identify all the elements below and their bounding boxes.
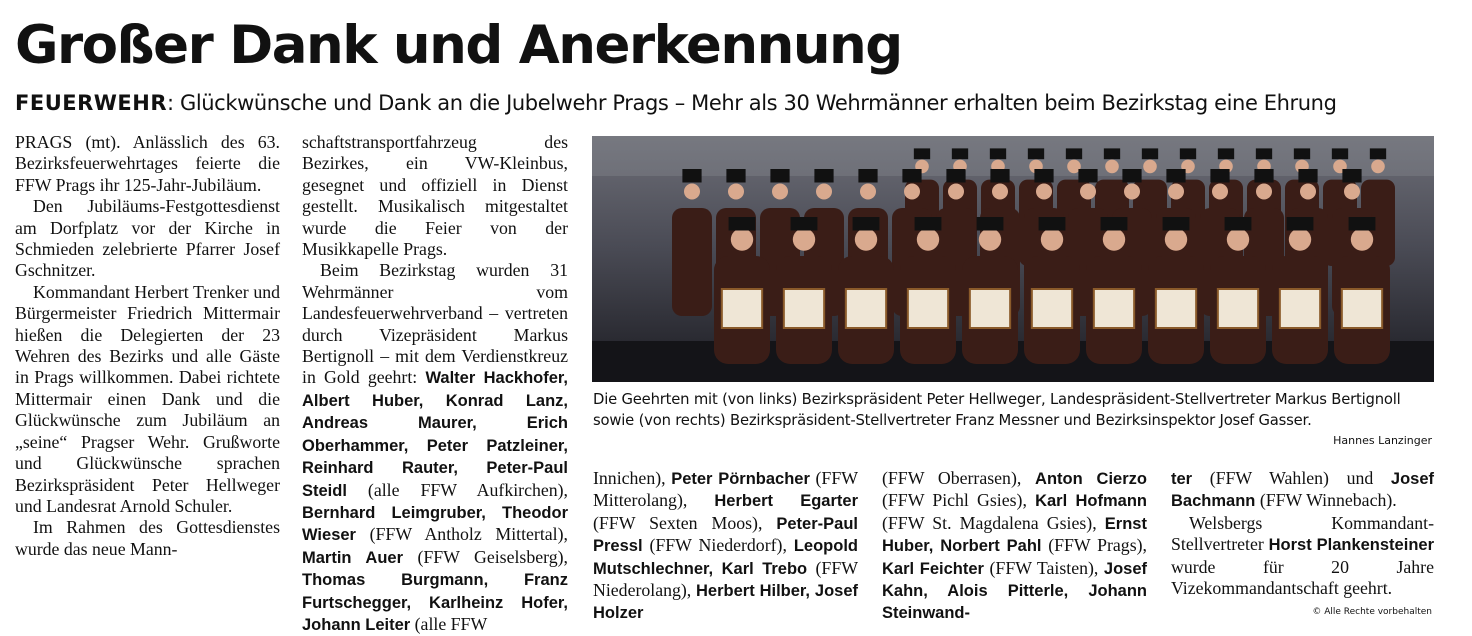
brigade-text: (FFW Wahlen) und	[1209, 468, 1374, 488]
honoree-names: Herbert Hilber, Josef Holzer	[593, 582, 858, 623]
honoree-names: Josef Bachmann	[1171, 470, 1434, 511]
paragraph: PRAGS (mt). Anlässlich des 63. Bezirksfeuerwehrtages feierte die FFW Prags ihr 125-Jahr-Jubiläum.	[15, 132, 280, 195]
honoree-names: ter	[1171, 470, 1193, 488]
honoree-names: Peter Pörnbacher	[671, 470, 810, 488]
paragraph-text: wurde für 20 Jahre Vizekommandantschaft geehrt.	[1171, 556, 1434, 599]
paragraph	[1171, 513, 1434, 600]
brigade-text: Innichen),	[593, 468, 666, 488]
brigade-text: (FFW Antholz Mittertal),	[369, 524, 568, 545]
subheadline	[15, 88, 1337, 118]
subhead-kicker: FEUERWEHR	[15, 91, 168, 115]
brigade-text: (FFW St. Magdalena Gsies),	[882, 512, 1097, 533]
honoree-names: Walter Hackhofer, Albert Huber, Konrad Lanz, Andreas Maurer, Erich Oberhammer, Peter Patzleiner, Reinhard Rauter, Peter-Paul Steidl	[302, 369, 568, 500]
brigade-text: (FFW Mitterolang),	[593, 468, 858, 511]
brigade-text: (FFW Pichl Gsies),	[882, 490, 1027, 511]
honoree-names: Karl Feichter	[882, 559, 984, 578]
honoree-names: Karl Hofmann	[1035, 492, 1147, 511]
paragraph	[882, 468, 1147, 625]
paragraph: Im Rahmen des Gottesdienstes wurde das neue Mann-	[15, 517, 280, 559]
honoree-names: Bernhard Leimgruber, Theodor Wieser	[302, 503, 568, 545]
article-column-3	[593, 468, 858, 625]
honoree-names: Horst Plankensteiner	[1268, 536, 1434, 555]
paragraph: Kommandant Herbert Trenker und Bürgermeister Friedrich Mittermair hießen die Delegierten der 23 Wehren des Bezirks und alle Gäste in Prags willkommen. Dabei richtete Mittermair einen Dank und die Glückwünsche zum Jubiläum an „seine“ Pragser Wehr. Grußworte und Glückwünsche sprachen Bezirkspräsident Peter Hellweger und Landesrat Arnold Schuler.	[15, 281, 280, 516]
paragraph-text: Welsbergs Kommandant-Stellvertreter	[1171, 512, 1434, 555]
honoree-names: Leopold Mutschlechner, Karl Trebo	[593, 537, 858, 578]
subhead-text: : Glückwünsche und Dank an die Jubelwehr Prags – Mehr als 30 Wehrmänner erhalten beim Bezirkstag eine Ehrung	[167, 91, 1337, 115]
group-photo	[592, 136, 1434, 382]
paragraph	[1171, 468, 1434, 513]
brigade-text: (FFW Prags),	[1048, 535, 1147, 556]
brigade-text: (FFW Niederolang),	[593, 557, 858, 601]
group-photo-image	[592, 136, 1434, 382]
article-column-4	[882, 468, 1147, 625]
paragraph	[302, 260, 568, 636]
honoree-names: Ernst Huber, Norbert Pahl	[882, 514, 1147, 556]
photo-credit: Hannes Lanzinger	[1333, 434, 1432, 447]
article-column-2	[302, 132, 568, 636]
honoree-names: Thomas Burgmann, Franz Furtschegger, Karlheinz Hofer, Johann Leiter	[302, 571, 568, 634]
brigade-text: (FFW Sexten Moos),	[593, 512, 763, 533]
honoree-names: Herbert Egarter	[714, 492, 858, 511]
copyright-notice: © Alle Rechte vorbehalten	[1312, 607, 1432, 617]
headline: Großer Dank und Anerkennung	[15, 15, 902, 76]
brigade-text: (FFW Niederdorf),	[649, 535, 787, 556]
brigade-text: (alle FFW	[414, 613, 488, 634]
honoree-names: Peter-Paul Pressl	[593, 514, 858, 556]
paragraph: schaftstransportfahrzeug des Bezirkes, ein VW-Kleinbus, gesegnet und offiziell in Dienst gestellt. Musikalisch mitgestaltet wurde die Feier von der Musikkapelle Prags.	[302, 132, 568, 260]
paragraph-text: Beim Bezirkstag wurden 31 Wehrmänner vom Landesfeuerwehrverband – vertreten durch Vizepräsident Markus Bertignoll – mit dem Verdienstkreuz in Gold geehrt:	[302, 260, 568, 388]
honoree-names: Martin Auer	[302, 548, 404, 567]
brigade-text: (FFW Geiselsberg),	[417, 546, 568, 567]
paragraph	[593, 468, 858, 625]
brigade-text: (FFW Taisten),	[989, 557, 1099, 578]
article-column-5	[1171, 468, 1434, 599]
article-column-1	[15, 132, 280, 560]
brigade-text: (alle FFW Aufkirchen),	[367, 479, 568, 500]
paragraph: Den Jubiläums-Festgottesdienst am Dorfplatz vor der Kirche in Schmieden zelebrierte Pfarrer Josef Gschnitzer.	[15, 196, 280, 281]
brigade-text: (FFW Winnebach).	[1259, 490, 1397, 511]
honoree-names: Josef Kahn, Alois Pitterle, Johann Steinwand-	[882, 559, 1148, 623]
brigade-text: (FFW Oberrasen),	[882, 468, 1022, 488]
photo-caption: Die Geehrten mit (von links) Bezirkspräsident Peter Hellweger, Landespräsident-Stellvertreter Markus Bertignoll sowie (von rechts) Bezirkspräsident-Stellvertreter Franz Messner und Bezirksinspektor Josef Gasser.	[593, 391, 1401, 429]
honoree-names: Anton Cierzo	[1035, 470, 1147, 488]
